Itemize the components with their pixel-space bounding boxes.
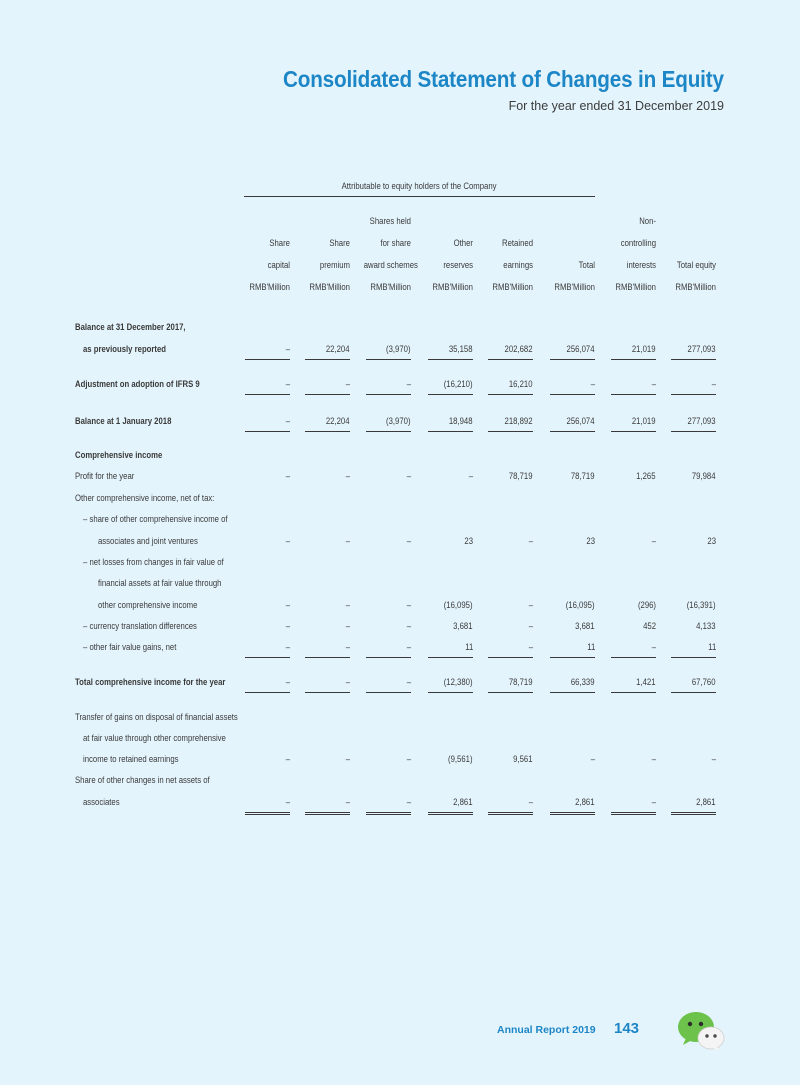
table-cell: – — [285, 471, 290, 481]
cell-rule — [611, 394, 656, 395]
table-cell: – — [406, 642, 411, 652]
table-cell: 2,861 — [453, 797, 473, 807]
row-label: – share of other comprehensive income of — [83, 514, 228, 524]
column-header-line: RMB'Million — [675, 282, 716, 292]
table-cell: 2,861 — [696, 797, 716, 807]
table-cell: 11 — [707, 642, 716, 652]
table-cell: (16,095) — [566, 600, 595, 610]
table-cell: 16,210 — [509, 379, 533, 389]
row-label: Balance at 1 January 2018 — [75, 416, 172, 426]
footer-report-label: Annual Report 2019 — [497, 1024, 596, 1036]
cell-rule — [488, 814, 533, 815]
table-cell: – — [651, 797, 656, 807]
table-cell: 21,019 — [632, 344, 656, 354]
column-header-line: RMB'Million — [432, 282, 473, 292]
table-cell: 1,421 — [636, 677, 656, 687]
row-label: Transfer of gains on disposal of financial assets — [75, 712, 238, 722]
row-label: Adjustment on adoption of IFRS 9 — [75, 379, 200, 389]
cell-rule — [550, 657, 595, 658]
table-cell: 79,984 — [692, 471, 716, 481]
page-title: Consolidated Statement of Changes in Equity — [283, 66, 724, 92]
table-cell: – — [406, 621, 411, 631]
table-cell: – — [345, 600, 350, 610]
table-cell: – — [528, 797, 533, 807]
table-cell: – — [345, 797, 350, 807]
table-cell: 67,760 — [692, 677, 716, 687]
column-header-line: controlling — [620, 238, 656, 248]
cell-rule — [550, 692, 595, 693]
cell-rule — [305, 394, 350, 395]
table-cell: – — [285, 379, 290, 389]
cell-rule — [488, 359, 533, 360]
table-cell: (16,210) — [444, 379, 473, 389]
table-cell: 78,719 — [509, 471, 533, 481]
group-header-rule — [244, 196, 595, 197]
column-header-line: interests — [626, 260, 656, 270]
table-cell: 11 — [464, 642, 473, 652]
cell-rule — [550, 814, 595, 815]
table-cell: (296) — [637, 600, 656, 610]
table-cell: 4,133 — [696, 621, 716, 631]
cell-rule — [428, 812, 473, 813]
table-cell: 277,093 — [688, 416, 716, 426]
cell-rule — [611, 359, 656, 360]
cell-rule — [671, 814, 716, 815]
column-header-line: Other — [453, 238, 473, 248]
table-cell: – — [285, 621, 290, 631]
cell-rule — [671, 431, 716, 432]
table-cell: – — [590, 379, 595, 389]
table-cell: – — [528, 536, 533, 546]
table-cell: – — [345, 471, 350, 481]
cell-rule — [671, 812, 716, 813]
table-cell: – — [468, 471, 473, 481]
table-cell: – — [406, 471, 411, 481]
column-header-line: Retained — [502, 238, 533, 248]
cell-rule — [550, 394, 595, 395]
table-cell: – — [285, 677, 290, 687]
table-cell: (12,380) — [444, 677, 473, 687]
table-cell: – — [345, 642, 350, 652]
cell-rule — [305, 692, 350, 693]
row-label: as previously reported — [83, 344, 167, 354]
cell-rule — [550, 812, 595, 813]
row-label: – other fair value gains, net — [83, 642, 177, 652]
cell-rule — [245, 814, 290, 815]
cell-rule — [305, 657, 350, 658]
table-cell: – — [406, 600, 411, 610]
column-header-line: RMB'Million — [554, 282, 595, 292]
table-cell: 18,948 — [449, 416, 473, 426]
cell-rule — [366, 431, 411, 432]
cell-rule — [366, 657, 411, 658]
table-cell: – — [345, 754, 350, 764]
column-header-line: RMB'Million — [492, 282, 533, 292]
group-header: Attributable to equity holders of the Company — [342, 181, 497, 191]
table-cell: – — [345, 677, 350, 687]
cell-rule — [611, 657, 656, 658]
cell-rule — [245, 431, 290, 432]
cell-rule — [305, 814, 350, 815]
row-label: associates — [83, 797, 120, 807]
wechat-logo-icon — [676, 1010, 726, 1052]
cell-rule — [611, 692, 656, 693]
row-label: – currency translation differences — [83, 621, 197, 631]
table-cell: 218,892 — [505, 416, 533, 426]
page-number: 143 — [614, 1020, 640, 1037]
table-cell: 1,265 — [636, 471, 656, 481]
table-cell: – — [285, 754, 290, 764]
column-header-line: Shares held — [369, 216, 411, 226]
table-cell: 23 — [464, 536, 473, 546]
cell-rule — [550, 431, 595, 432]
table-cell: – — [651, 379, 656, 389]
column-header-line: RMB'Million — [615, 282, 656, 292]
cell-rule — [488, 657, 533, 658]
column-header-line: RMB'Million — [370, 282, 411, 292]
cell-rule — [428, 394, 473, 395]
column-header-line: earnings — [503, 260, 533, 270]
column-header-line: Non- — [639, 216, 656, 226]
row-label: at fair value through other comprehensive — [83, 733, 226, 743]
column-header-line: for share — [380, 238, 411, 248]
table-cell: (9,561) — [448, 754, 473, 764]
table-cell: – — [285, 536, 290, 546]
column-header-line: reserves — [443, 260, 473, 270]
table-cell: 23 — [586, 536, 595, 546]
column-header-line: Share — [329, 238, 350, 248]
row-label: income to retained earnings — [83, 754, 179, 764]
table-cell: – — [651, 536, 656, 546]
table-cell: – — [406, 797, 411, 807]
row-label: Comprehensive income — [75, 450, 163, 460]
table-cell: – — [651, 642, 656, 652]
table-cell: – — [285, 600, 290, 610]
row-label: Profit for the year — [75, 471, 135, 481]
table-cell: – — [406, 536, 411, 546]
table-cell: – — [651, 754, 656, 764]
cell-rule — [366, 814, 411, 815]
cell-rule — [488, 692, 533, 693]
table-cell: – — [345, 621, 350, 631]
table-cell: 452 — [643, 621, 656, 631]
cell-rule — [671, 394, 716, 395]
row-label: – net losses from changes in fair value of — [83, 557, 224, 567]
cell-rule — [428, 692, 473, 693]
cell-rule — [245, 394, 290, 395]
cell-rule — [245, 692, 290, 693]
table-cell: – — [406, 677, 411, 687]
table-cell: – — [285, 344, 290, 354]
cell-rule — [428, 431, 473, 432]
cell-rule — [488, 394, 533, 395]
cell-rule — [428, 359, 473, 360]
cell-rule — [671, 359, 716, 360]
page-subtitle: For the year ended 31 December 2019 — [508, 99, 724, 113]
cell-rule — [550, 359, 595, 360]
table-cell: 3,681 — [453, 621, 473, 631]
cell-rule — [245, 359, 290, 360]
table-cell: 22,204 — [326, 416, 350, 426]
table-cell: 11 — [586, 642, 595, 652]
table-cell: – — [345, 536, 350, 546]
cell-rule — [366, 812, 411, 813]
table-cell: – — [528, 600, 533, 610]
cell-rule — [488, 431, 533, 432]
column-header-line: Total — [578, 260, 595, 270]
table-cell: 21,019 — [632, 416, 656, 426]
table-cell: 2,861 — [575, 797, 595, 807]
cell-rule — [305, 812, 350, 813]
table-cell: (3,970) — [386, 344, 411, 354]
table-cell: – — [345, 379, 350, 389]
table-cell: 22,204 — [326, 344, 350, 354]
table-cell: – — [528, 642, 533, 652]
row-label: Balance at 31 December 2017, — [75, 322, 186, 332]
table-cell: – — [285, 797, 290, 807]
table-cell: 9,561 — [513, 754, 533, 764]
table-cell: – — [285, 642, 290, 652]
cell-rule — [245, 812, 290, 813]
table-cell: 23 — [707, 536, 716, 546]
table-cell: – — [406, 754, 411, 764]
column-header-line: capital — [267, 260, 290, 270]
table-cell: (3,970) — [386, 416, 411, 426]
column-header-line: Total equity — [676, 260, 716, 270]
row-label: financial assets at fair value through — [98, 578, 222, 588]
cell-rule — [366, 394, 411, 395]
table-cell: 277,093 — [688, 344, 716, 354]
row-label: Other comprehensive income, net of tax: — [75, 493, 215, 503]
table-cell: – — [406, 379, 411, 389]
cell-rule — [305, 359, 350, 360]
table-cell: 66,339 — [571, 677, 595, 687]
table-cell: – — [711, 754, 716, 764]
cell-rule — [611, 812, 656, 813]
table-cell: – — [528, 621, 533, 631]
table-cell: (16,391) — [687, 600, 716, 610]
table-cell: 256,074 — [567, 416, 595, 426]
column-header-line: premium — [319, 260, 350, 270]
cell-rule — [245, 657, 290, 658]
cell-rule — [305, 431, 350, 432]
cell-rule — [611, 431, 656, 432]
table-cell: – — [590, 754, 595, 764]
table-cell: 35,158 — [449, 344, 473, 354]
table-cell: – — [711, 379, 716, 389]
row-label: Total comprehensive income for the year — [75, 677, 226, 687]
cell-rule — [428, 657, 473, 658]
cell-rule — [428, 814, 473, 815]
cell-rule — [611, 814, 656, 815]
column-header-line: Share — [269, 238, 290, 248]
table-cell: 202,682 — [505, 344, 533, 354]
table-cell: – — [285, 416, 290, 426]
column-header-line: award schemes — [363, 260, 418, 270]
row-label: associates and joint ventures — [98, 536, 198, 546]
table-cell: 78,719 — [571, 471, 595, 481]
cell-rule — [366, 359, 411, 360]
table-cell: (16,095) — [444, 600, 473, 610]
column-header-line: RMB'Million — [309, 282, 350, 292]
cell-rule — [671, 692, 716, 693]
column-header-line: RMB'Million — [249, 282, 290, 292]
row-label: Share of other changes in net assets of — [75, 775, 210, 785]
cell-rule — [488, 812, 533, 813]
table-cell: 256,074 — [567, 344, 595, 354]
table-cell: 78,719 — [509, 677, 533, 687]
cell-rule — [366, 692, 411, 693]
table-cell: 3,681 — [575, 621, 595, 631]
row-label: other comprehensive income — [98, 600, 198, 610]
cell-rule — [671, 657, 716, 658]
